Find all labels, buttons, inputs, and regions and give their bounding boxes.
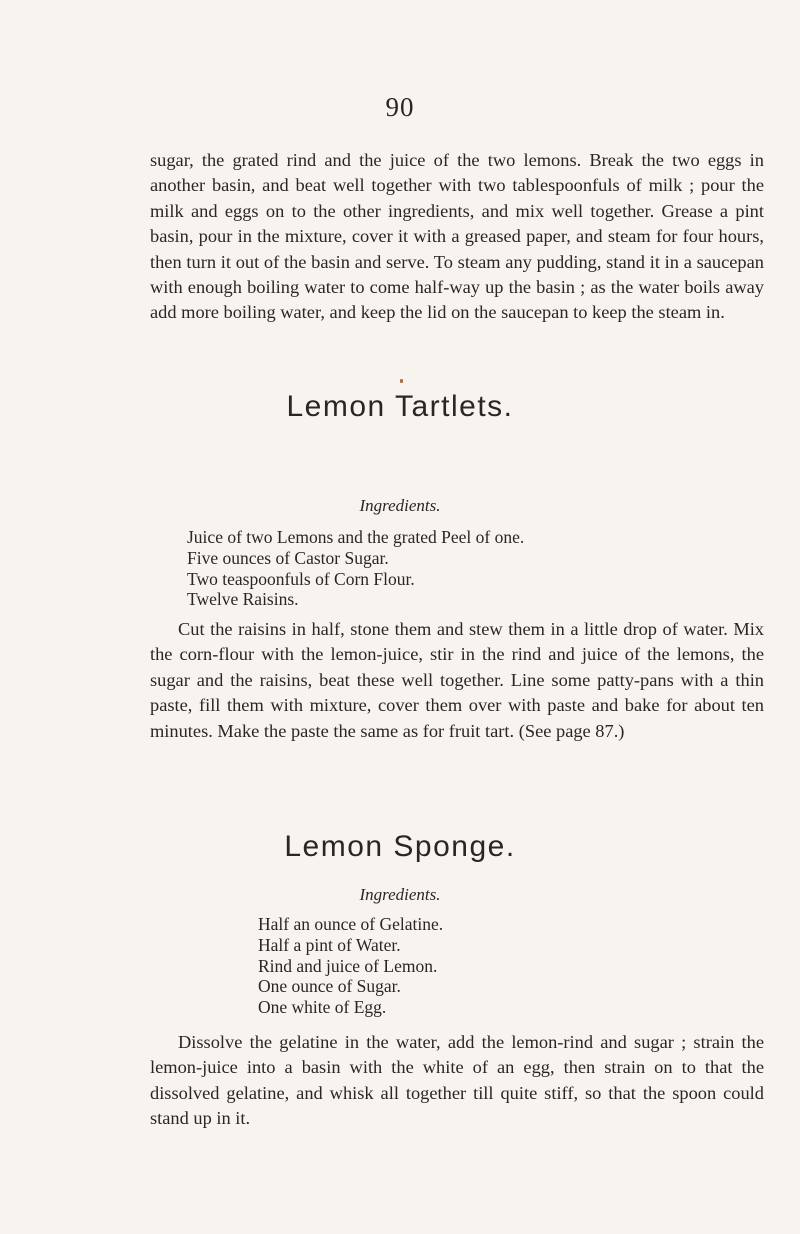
recipe-method: Dissolve the gelatine in the water, add the lemon-rind and sugar ; strain the lemon-juice into a basin with the white of an egg, then strain on to that the dissolved gelatine, and whisk all together till quite stiff, so that the spoon could stand up in it.	[150, 1032, 764, 1129]
ingredient-item: Half an ounce of Gelatine.	[258, 914, 444, 934]
ingredients-label: Ingredients.	[359, 885, 441, 904]
ink-speck	[400, 379, 403, 383]
ingredient-item: Half a pint of Water.	[258, 934, 401, 955]
recipe-method: Cut the raisins in half, stone them and stew them in a little drop of water. Mix the corn-flour with the lemon-juice, stir in the rind and juice of the lemons, the sugar and the raisins, beat these well together. Line some patty-pans with a thin paste, fill them with mixture, cover them over with paste and bake for about ten minutes. Make the paste the same as for fruit tart. (See page 87.)	[150, 619, 764, 741]
ingredient-list	[187, 527, 524, 610]
ingredient-item: Juice of two Lemons and the grated Peel of one.	[187, 527, 525, 547]
ingredient-item: Rind and juice of Lemon.	[258, 955, 438, 976]
page-number: 90	[385, 92, 415, 122]
intro-paragraph: sugar, the grated rind and the juice of the two lemons. Break the two eggs in another basin, and beat well together with two tablespoonfuls of milk ; pour the milk and eggs on to the other ingredients, and mix well together. Grease a pint basin, pour in the mixture, cover it with a greased paper, and steam for four hours, then turn it out of the basin and serve. To steam any pudding, stand it in a saucepan with enough boiling water to come half-way up the basin ; as the water boils away add more boiling water, and keep the lid on the saucepan to keep the steam in.	[150, 150, 764, 323]
recipe-title: Lemon Tartlets.	[286, 390, 514, 423]
ingredients-label: Ingredients.	[359, 496, 441, 515]
ingredient-list	[258, 914, 443, 1018]
ingredient-item: Twelve Raisins.	[187, 589, 299, 610]
ingredient-item: Five ounces of Castor Sugar.	[187, 547, 389, 568]
ingredient-item: Two teaspoonfuls of Corn Flour.	[187, 568, 415, 589]
ingredient-item: One ounce of Sugar.	[258, 976, 401, 997]
ingredient-item: One white of Egg.	[258, 997, 387, 1018]
recipe-title: Lemon Sponge.	[284, 830, 516, 863]
